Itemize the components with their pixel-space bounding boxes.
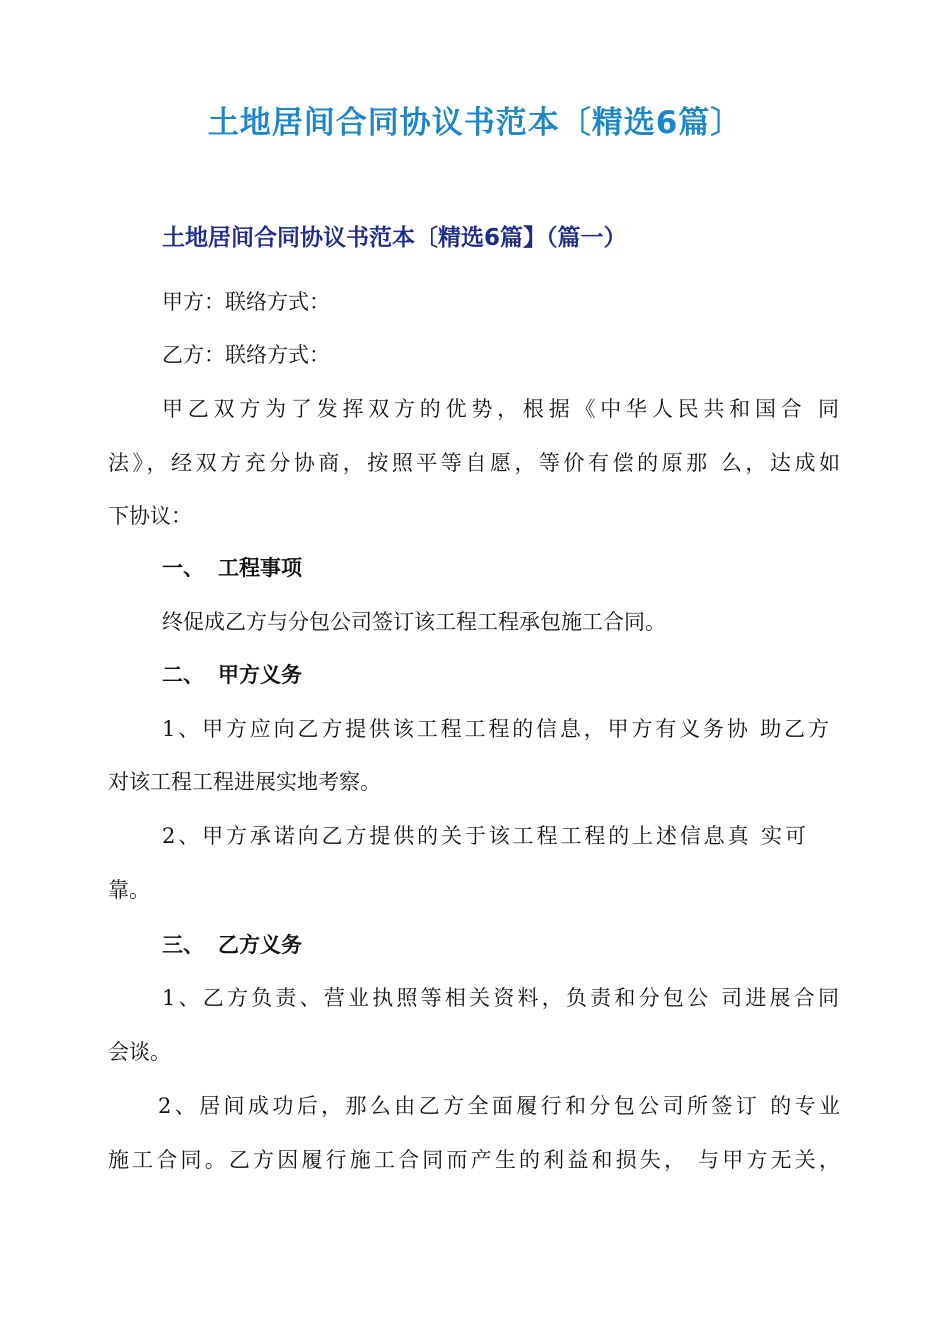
section-heading-1	[162, 550, 302, 586]
section-2-para-2-line-2: 靠。	[108, 878, 150, 902]
section-heading-text: 甲方义务	[218, 663, 302, 687]
section-heading-text: 乙方义务	[218, 933, 302, 957]
section-2-para-2-line-1: 2、甲方承诺向乙方提供的关于该工程工程的上述信息真 实可	[162, 824, 806, 848]
section-1-line-1: 终促成乙方与分包公司签订该工程工程承包施工合同。	[162, 610, 666, 634]
document-title: 土地居间合同协议书范本〔精选6篇〕	[207, 105, 743, 141]
section-3-para-2-line-1: 2、居间成功后，那么由乙方全面履行和分包公司所签订 的专业	[158, 1094, 840, 1118]
section-heading-3	[162, 927, 302, 963]
section-3-para-1-line-1: 1、乙方负责、营业执照等相关资料，负责和分包公 司进展合同	[162, 986, 839, 1010]
intro-line-2: 法》，经双方充分协商，按照平等自愿，等价有偿的原那 么，达成如	[108, 451, 840, 475]
section-title: 土地居间合同协议书范本〔精选6篇】（篇一）	[162, 225, 627, 251]
section-number: 一、	[162, 556, 204, 580]
section-number: 三、	[162, 933, 204, 957]
intro-line-3: 下协议：	[108, 504, 192, 528]
section-heading-2	[162, 657, 302, 693]
section-3-para-1-line-2: 会谈。	[108, 1040, 171, 1064]
section-3-para-2-line-2: 施工合同。乙方因履行施工合同而产生的利益和损失， 与甲方无关，	[108, 1148, 840, 1172]
section-2-para-1-line-1: 1、甲方应向乙方提供该工程工程的信息，甲方有义务协 助乙方	[162, 717, 829, 741]
party-a-line: 甲方：联络方式：	[162, 290, 330, 314]
section-2-para-1-line-2: 对该工程工程进展实地考察。	[108, 770, 381, 794]
party-b-line: 乙方：联络方式：	[162, 343, 330, 367]
section-number: 二、	[162, 663, 204, 687]
intro-line-1: 甲乙双方为了发挥双方的优势，根据《中华人民共和国合 同	[162, 397, 839, 421]
section-heading-text: 工程事项	[218, 556, 302, 580]
